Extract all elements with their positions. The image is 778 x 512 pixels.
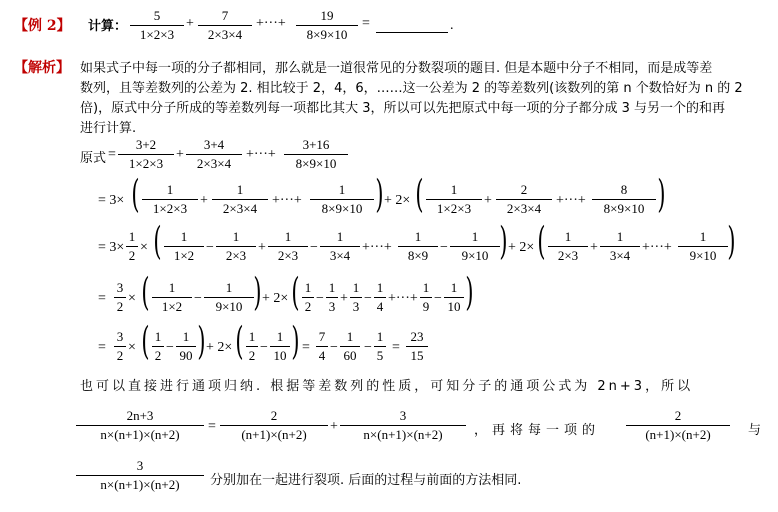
paren-close: ): [291, 319, 300, 363]
general-equals: =: [208, 419, 216, 434]
solution-line-1: 如果式子中每一项的分子都相同，那么就是一道很常见的分数裂项的题目. 但是本题中分子不相同，而是成等差: [80, 61, 713, 76]
row4-c: 1 2: [302, 280, 314, 315]
compute-label: 计算：: [88, 19, 128, 34]
and-text: 与: [748, 423, 762, 438]
row3-b: 1 2×3: [216, 229, 256, 264]
last-fraction: 3 n×(n+1)×(n+2): [76, 458, 204, 493]
paren-close: ): [465, 270, 474, 314]
row3-a: 1 1×2: [164, 229, 204, 264]
row5-lhs: =: [98, 340, 106, 355]
row5-e: 7 4: [316, 329, 328, 364]
minus-op: −: [194, 291, 202, 306]
paren-close: ): [727, 219, 736, 263]
row5-times: ×: [128, 340, 136, 355]
row3-d: 1 3×4: [320, 229, 360, 264]
row3-e: 1 8×9: [398, 229, 438, 264]
paren-open: (: [153, 219, 162, 263]
row5-c: 1 2: [246, 329, 258, 364]
row4-dots: +···+: [388, 291, 418, 306]
row1-term-2: 3+4 2×3×4: [186, 137, 242, 172]
row1-term-1: 3+2 1×2×3: [118, 137, 174, 172]
row3-c: 1 2×3: [268, 229, 308, 264]
plus-op: +: [258, 240, 266, 255]
plus-op: +: [186, 16, 194, 31]
row4-lhs: =: [98, 291, 106, 306]
example-tag: 【例 2】: [14, 18, 71, 34]
row3-dots: +···+: [362, 240, 392, 255]
paren-open: (: [291, 270, 300, 314]
row2-term-6: 8 8×9×10: [592, 182, 656, 217]
row3-times: ×: [140, 240, 148, 255]
minus-op: −: [316, 291, 324, 306]
solution-line-4: 进行计算.: [80, 121, 137, 136]
row5-g: 1 5: [374, 329, 386, 364]
row3-i: 1 9×10: [678, 229, 728, 264]
row3-plus-2x: + 2×: [508, 240, 535, 255]
answer-blank: [376, 32, 448, 33]
solution-line-3: 倍)，原式中分子所成的等差数列每一项都比其大 3，所以可以先把原式中每一项的分子都分成 3 与另一个的和再: [80, 101, 726, 116]
row2-term-3: 1 8×9×10: [310, 182, 374, 217]
row2-plus: +: [200, 193, 208, 208]
row2-term-5: 2 2×3×4: [496, 182, 552, 217]
paren-open: (: [141, 319, 150, 363]
row4-b: 1 9×10: [204, 280, 254, 315]
header-term-2: 7 2×3×4: [198, 8, 252, 43]
row3-g: 1 2×3: [548, 229, 588, 264]
paren-open: (: [141, 270, 150, 314]
paren-close: ): [499, 219, 508, 263]
row4-d: 1 3: [326, 280, 338, 315]
row2-dots: +···+: [556, 193, 586, 208]
row4-f: 1 4: [374, 280, 386, 315]
minus-op: −: [260, 340, 268, 355]
minus-op: −: [330, 340, 338, 355]
ellipsis-op: +···+: [256, 16, 286, 31]
row2-term-1: 1 1×2×3: [142, 182, 198, 217]
minus-op: −: [364, 291, 372, 306]
minus-op: −: [434, 291, 442, 306]
general-term-note: 也可以直接进行通项归纳. 根据等差数列的性质，可知分子的通项公式为 2n+3，所以: [80, 379, 694, 394]
paren-open: (: [131, 172, 140, 216]
header-term-1: 5 1×2×3: [130, 8, 184, 43]
row4-h: 1 10: [444, 280, 464, 315]
minus-op: −: [440, 240, 448, 255]
row1-term-3: 3+16 8×9×10: [284, 137, 348, 172]
row1-equals: =: [108, 147, 116, 162]
row5-result: 23 15: [406, 329, 428, 364]
row5-d: 1 10: [270, 329, 290, 364]
row4-times: ×: [128, 291, 136, 306]
row5-equals: =: [302, 340, 310, 355]
row4-three-halves: 3 2: [114, 280, 126, 315]
row5-f: 1 60: [340, 329, 360, 364]
row3-half: 1 2: [126, 229, 138, 264]
header-term-3: 19 8×9×10: [296, 8, 358, 43]
equals-op: =: [362, 16, 370, 31]
yuanshi-label: 原式: [80, 151, 107, 166]
each-term-fraction: 2 (n+1)×(n+2): [626, 408, 730, 443]
paren-close: ): [253, 270, 262, 314]
minus-op: −: [206, 240, 214, 255]
row1-plus: +: [176, 147, 184, 162]
row2-term-2: 1 2×3×4: [212, 182, 268, 217]
row2-plus: +: [484, 193, 492, 208]
paren-open: (: [235, 319, 244, 363]
row2-dots: +···+: [272, 193, 302, 208]
row4-g: 1 9: [420, 280, 432, 315]
plus-op: +: [590, 240, 598, 255]
row4-plus-2x: + 2×: [262, 291, 289, 306]
general-term: 2n+3 n×(n+1)×(n+2): [76, 408, 204, 443]
solution-line-2: 数列，且等差数列的公差为 2. 相比较于 2，4，6，……这一公差为 2 的等差数列(该数列的第 n 个数恰好为 n 的 2: [80, 81, 743, 96]
row5-a: 1 2: [152, 329, 164, 364]
row3-lhs: = 3×: [98, 240, 125, 255]
row3-f: 1 9×10: [450, 229, 500, 264]
period: .: [450, 18, 454, 33]
row2-lhs: = 3×: [98, 193, 125, 208]
row3-h: 1 3×4: [600, 229, 640, 264]
minus-op: −: [364, 340, 372, 355]
plus-op: +: [340, 291, 348, 306]
row5-b: 1 90: [176, 329, 196, 364]
mid-text: ，再将每一项的: [474, 423, 601, 438]
row4-a: 1 1×2: [152, 280, 192, 315]
split-a: 2 (n+1)×(n+2): [220, 408, 328, 443]
general-plus: +: [330, 419, 338, 434]
row5-equals: =: [392, 340, 400, 355]
split-b: 3 n×(n+1)×(n+2): [340, 408, 466, 443]
row5-three-halves: 3 2: [114, 329, 126, 364]
last-text: 分别加在一起进行裂项. 后面的过程与前面的方法相同.: [210, 473, 522, 488]
row1-dots: +···+: [246, 147, 276, 162]
solution-tag: 【解析】: [14, 60, 70, 76]
paren-close: ): [375, 172, 384, 216]
minus-op: −: [166, 340, 174, 355]
paren-open: (: [537, 219, 546, 263]
row5-plus-2x: + 2×: [206, 340, 233, 355]
paren-close: ): [657, 172, 666, 216]
minus-op: −: [310, 240, 318, 255]
row4-e: 1 3: [350, 280, 362, 315]
paren-open: (: [415, 172, 424, 216]
paren-close: ): [197, 319, 206, 363]
row2-term-4: 1 1×2×3: [426, 182, 482, 217]
row2-plus-2x: + 2×: [384, 193, 411, 208]
row3-dots: +···+: [642, 240, 672, 255]
